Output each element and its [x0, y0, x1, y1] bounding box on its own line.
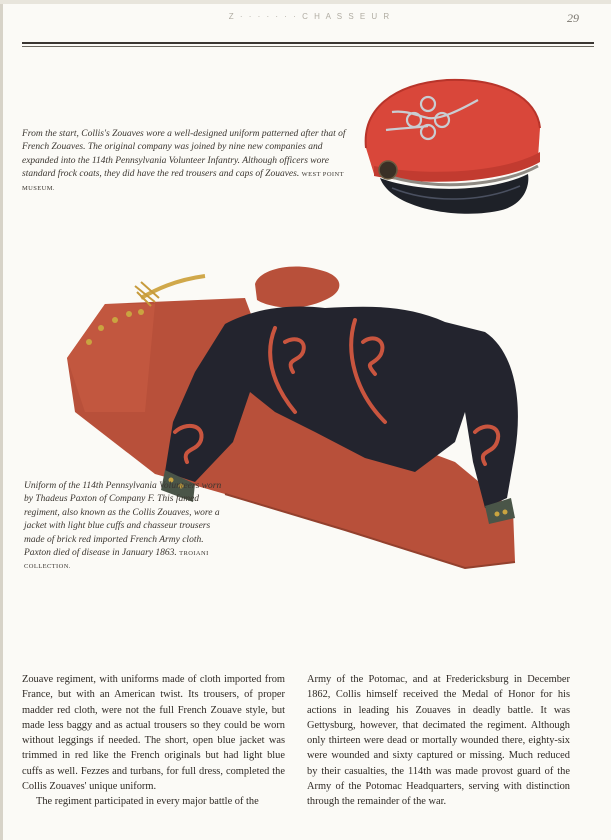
body-column-right [307, 672, 570, 810]
body-paragraph: Zouave regiment, with uniforms made of cloth imported from France, but with an American twist. Its trousers, of proper madder red cloth, were not the full French Zouave style, but made less baggy and as actual trousers so they could be worn without leggings if needed. The short, open blue jacket was trimmed in red like the French originals but had light blue cuffs as well. Fezzes and turbans, for full dress, completed the Collis Zouaves' unique uniform. [22, 674, 285, 793]
kepi-caption-text: From the start, Collis's Zouaves wore a well-designed uniform patterned after that of French Zouaves. The original company was joined by nine new companies and expanded into the 114th Pennsylvania Volunteer Infantry. Although officers wore standard frock coats, they did have the red trousers and caps of Zouaves. [22, 129, 346, 180]
uniform-caption-credit: TROIANI COLLECTION. [24, 550, 209, 571]
header-rule-thin [22, 46, 594, 47]
body-paragraph: Army of the Potomac, and at Fredericksburg in December 1862, Collis himself received the Medal of Honor for his actions in leading his Zouaves in deadly battle. It was Gettysburg, however, that decimated the regiment. Although only thirteen were dead or mortally wounded there, eighty-six were wounded and sixty captured or missing. Much reduced by their casualties, the 114th was made provost guard of the Army of the Potomac Headquarters, serving with distinction through the remainder of the war. [307, 674, 570, 808]
body-paragraph: The regiment participated in every major battle of the [36, 796, 259, 808]
body-column-left [22, 672, 285, 810]
header-strip [0, 0, 611, 4]
uniform-caption-text: Uniform of the 114th Pennsylvania Volunteers worn by Thadeus Paxton of Company F. This famed regiment, also known as the Collis Zouaves, wore a jacket with light blue cuffs and chasseur trousers made of brick red imported French Army cloth. Paxton died of disease in January 1863. [24, 481, 222, 559]
uniform-caption [24, 480, 229, 574]
running-header: Z · · · · · · · C H A S S E U R [228, 12, 392, 21]
kepi-caption [22, 128, 352, 195]
header-rule-thick [22, 42, 594, 44]
kepi-caption-credit: WEST POINT MUSEUM. [22, 171, 344, 192]
page-number: 29 [567, 11, 579, 25]
page-edge [0, 0, 3, 840]
kepi-photo [352, 70, 547, 230]
